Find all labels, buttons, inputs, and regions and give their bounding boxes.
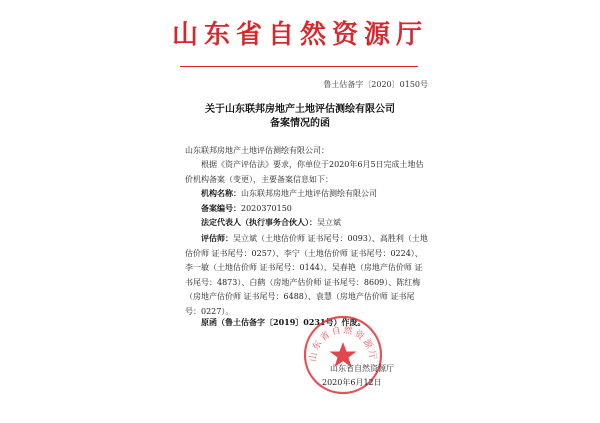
signing-authority: 山东省自然资源厅	[330, 364, 394, 373]
document-number: 鲁土估备字〔2020〕0150号	[323, 80, 428, 89]
seal-text: 山东省自然资源厅	[308, 325, 378, 363]
rep-value: 吴立斌	[317, 218, 341, 227]
masthead-title: 山东省自然资源厅	[171, 20, 428, 50]
letter-title-line1: 关于山东联邦房地产土地评估测绘有限公司	[205, 104, 395, 115]
letter-title-line2: 备案情况的函	[270, 118, 330, 129]
rep-label: 法定代表人（执行事务合伙人）：	[201, 217, 317, 227]
appraisers-list: 吴立斌（土地估价师 证书尾号：0093）、高胜利（土地估价师 证书尾号：0257）、李宁（土地估价师 证书尾号：0224）、李一敏（土地估价师 证书尾号：0144）、吴春艳（房地产估价师 证书尾号：4873）、白鹤（房地产估价师 证书尾号：8609）、陈红梅（房地产估价师 证书尾号：6488）、袁慧（房地产估价师 证书尾号：0227）。	[185, 234, 428, 316]
institution-label: 机构名称：	[201, 188, 241, 198]
record-value: 2020370150	[241, 204, 292, 213]
record-number-field	[201, 203, 431, 214]
legal-rep-field	[201, 217, 431, 228]
appraisers-label: 评估师：	[201, 233, 233, 243]
salutation: 山东联邦房地产土地评估测绘有限公司：	[185, 146, 329, 155]
institution-value: 山东联邦房地产土地评估测绘有限公司	[241, 189, 377, 198]
signing-date: 2020年6月12日	[322, 378, 382, 387]
record-label: 备案编号：	[201, 203, 241, 213]
intro-paragraph: 根据《资产评估法》要求，你单位于2020年6月5日完成土地估价机构备案（变更），主要备案信息如下：	[185, 160, 424, 184]
reference-text: 原函（鲁土估备字〔2019〕0231号）作废。	[201, 317, 366, 327]
institution-field	[201, 188, 431, 199]
appraisers-paragraph	[185, 231, 430, 319]
masthead-divider	[180, 66, 418, 67]
